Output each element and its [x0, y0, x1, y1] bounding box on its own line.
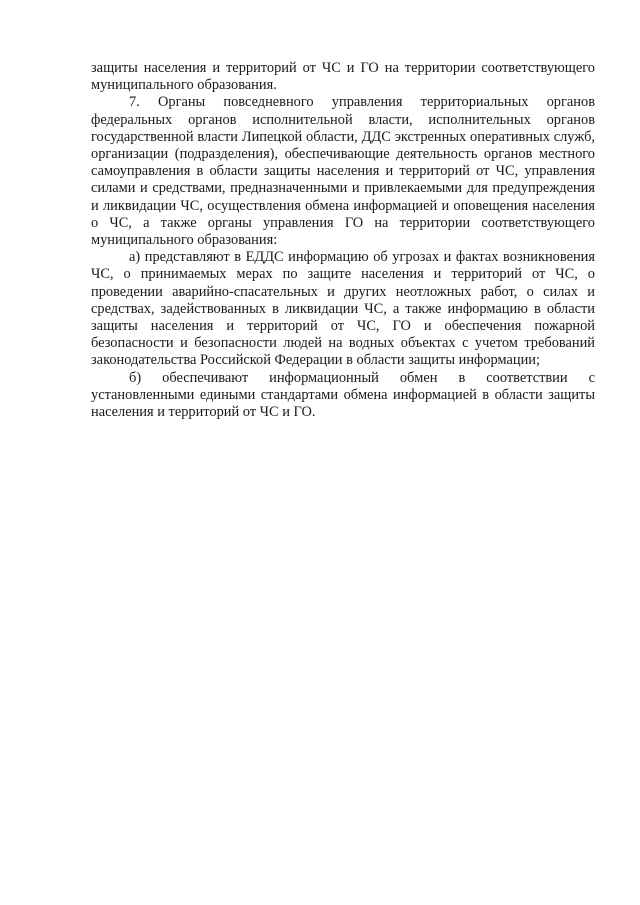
paragraph-subitem-b: б) обеспечивают информационный обмен в соответствии с установленными едиными стандартами обмена информацией в области защиты населения и территорий от ЧС и ГО. — [91, 369, 595, 421]
document-body — [91, 60, 595, 421]
paragraph-subitem-a: а) представляют в ЕДДС информацию об угрозах и фактах возникновения ЧС, о принимаемых мерах по защите населения и территорий от ЧС, о проведении аварийно-спасательных и других неотложных работ, о силах и средствах, задействованных в ликвидации ЧС, а также информацию в области защиты населения и территорий от ЧС, ГО и обеспечения пожарной безопасности и безопасности людей на водных объектах с учетом требований законодательства Российской Федерации в области защиты информации; — [91, 249, 595, 369]
paragraph-item-7: 7. Органы повседневного управления территориальных органов федеральных органов исполнительной власти, исполнительных органов государственной власти Липецкой области, ДДС экстренных оперативных служб, организации (подразделения), обеспечивающие деятельность органов местного самоуправления в области защиты населения и территорий от ЧС, управления силами и средствами, предназначенными и привлекаемыми для предупреждения и ликвидации ЧС, осуществления обмена информацией и оповещения населения о ЧС, а также органы управления ГО на территории соответствующего муниципального образования: — [91, 94, 595, 249]
paragraph-continuation: защиты населения и территорий от ЧС и ГО на территории соответствующего муниципального образования. — [91, 60, 595, 94]
